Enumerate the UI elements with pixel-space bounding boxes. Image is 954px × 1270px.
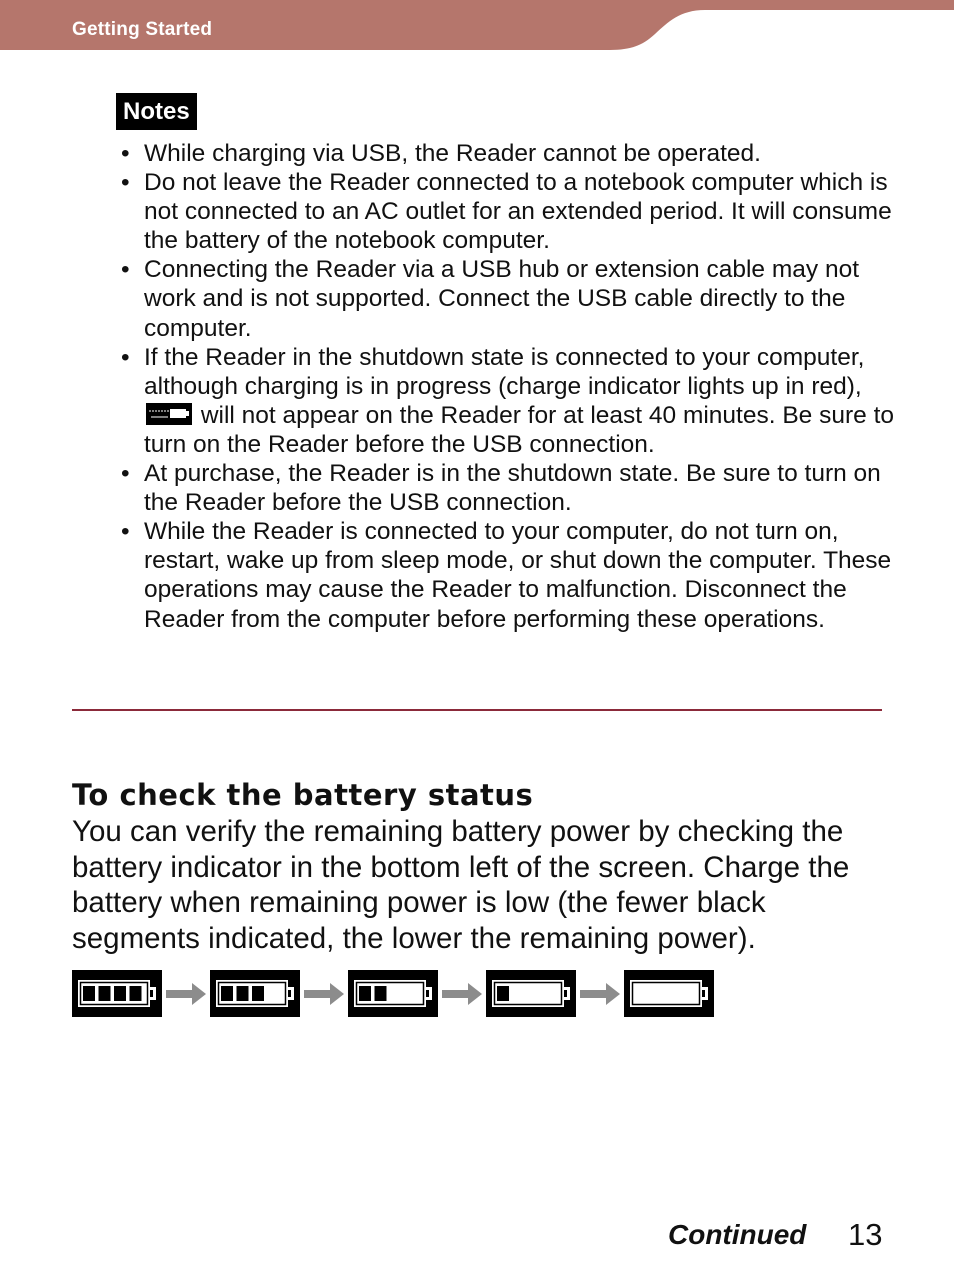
note-item: • Do not leave the Reader connected to a notebook computer which is not connected to an AC outlet for an extended period. It will consume the battery of the notebook computer. [116, 168, 896, 255]
note-text-before: If the Reader in the shutdown state is connected to your computer, although charging is in progress (charge indicator lights up in red), [144, 343, 865, 400]
battery-segment [221, 986, 233, 1001]
battery-segment [237, 986, 249, 1001]
battery-segment [130, 986, 142, 1001]
battery-segment [99, 986, 111, 1001]
page-header [0, 0, 954, 52]
notes-badge: Notes [116, 93, 197, 130]
note-item: • Connecting the Reader via a USB hub or extension cable may not work and is not supported. Connect the USB cable directly to the computer. [116, 255, 896, 342]
continued-label: Continued [668, 1219, 807, 1250]
battery-segment [359, 986, 371, 1001]
battery-segment [83, 986, 95, 1001]
battery-segment [497, 986, 509, 1001]
battery-segment [375, 986, 387, 1001]
battery-icon [486, 970, 576, 1017]
note-item: • At purchase, the Reader is in the shutdown state. Be sure to turn on the Reader before the USB connection. [116, 459, 896, 517]
note-item: • While the Reader is connected to your computer, do not turn on, restart, wake up from sleep mode, or shut down the computer. These operations may cause the Reader to malfunction. Disconnect the Reader from the computer before performing these operations. [116, 517, 896, 633]
arrow-right-icon [442, 982, 484, 1006]
notes-list [116, 139, 896, 634]
section-paragraph: You can verify the remaining battery power by checking the battery indicator in the bottom left of the screen. Charge the battery when remaining power is low (the fewer black segments indicated, the lower the remaining power). [72, 815, 850, 955]
battery-icon [624, 970, 714, 1017]
section-label: Getting Started [72, 19, 213, 40]
battery-icon [72, 970, 162, 1017]
battery-icon [210, 970, 300, 1017]
battery-segment [114, 986, 126, 1001]
section-divider [72, 709, 882, 711]
battery-level-sequence [72, 970, 772, 1018]
battery-segment [252, 986, 264, 1001]
arrow-right-icon [304, 982, 346, 1006]
usb-connection-icon [146, 403, 192, 425]
note-item: • While charging via USB, the Reader cannot be operated. [116, 139, 896, 168]
note-text-after: will not appear on the Reader for at least 40 minutes. Be sure to turn on the Reader before the USB connection. [144, 401, 895, 458]
page-number: 13 [848, 1217, 883, 1252]
arrow-right-icon [580, 982, 622, 1006]
note-item [116, 343, 896, 459]
section-heading: To check the battery status [72, 778, 534, 812]
battery-icon [348, 970, 438, 1017]
arrow-right-icon [166, 982, 208, 1006]
